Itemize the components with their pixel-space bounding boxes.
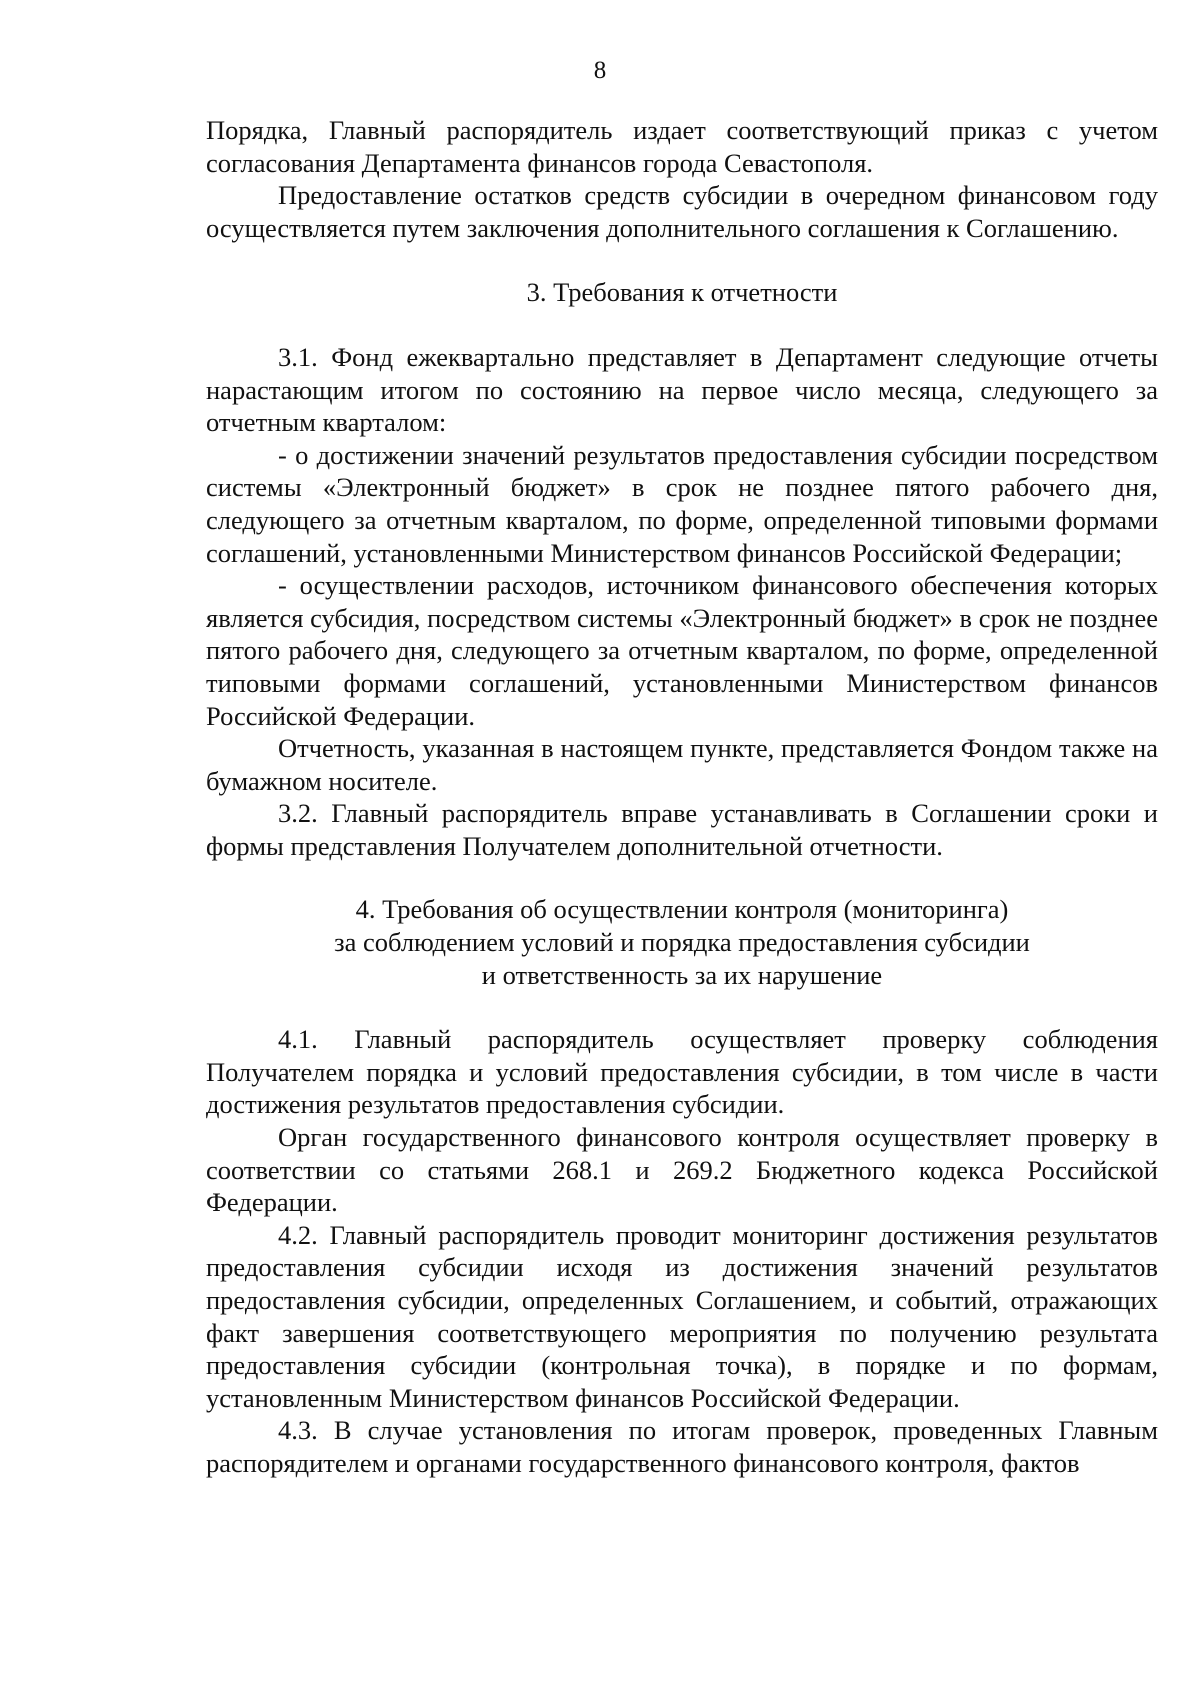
paragraph-remaining-funds: Предоставление остатков средств субсидии в очередном финансовом году осуществляется путем заключения дополнительного соглашения к Соглашению. <box>206 180 1158 243</box>
spacer <box>206 991 1158 1023</box>
paragraph-4-1: 4.1. Главный распорядитель осуществляет проверку соблюдения Получателем порядка и условий предоставления субсидии, в том числе в части достижения результатов предоставления субсидии. <box>206 1024 1158 1120</box>
paragraph-continuation: Порядка, Главный распорядитель издает соответствующий приказ с учетом согласования Департамента финансов города Севастополя. <box>206 115 1158 178</box>
paragraph-4-1-control: Орган государственного финансового контроля осуществляет проверку в соответствии со статьями 268.1 и 269.2 Бюджетного кодекса Российской Федерации. <box>206 1122 1158 1218</box>
page-number: 8 <box>593 57 607 84</box>
paragraph-3-1-paper: Отчетность, указанная в настоящем пункте, представляется Фондом также на бумажном носителе. <box>206 733 1158 796</box>
paragraph-3-1: 3.1. Фонд ежеквартально представляет в Департамент следующие отчеты нарастающим итогом по состоянию на первое число месяца, следующего за отчетным кварталом: <box>206 341 1158 438</box>
section-heading-4-line-1: 4. Требования об осуществлении контроля (мониторинга) <box>355 894 1009 925</box>
paragraph-3-2: 3.2. Главный распорядитель вправе устанавливать в Соглашении сроки и формы представления Получателем дополнительной отчетности. <box>206 798 1158 861</box>
spacer <box>206 244 1158 276</box>
section-heading-3: 3. Требования к отчетности <box>526 277 838 308</box>
paragraph-4-2: 4.2. Главный распорядитель проводит мониторинг достижения результатов предоставления субсидии исходя из достижения значений результатов предоставления субсидии, определенных Соглашением, и событий, отражающих факт завершения соответствующего мероприятия по получению результата предоставления субсидии (контрольная точка), в порядке и по формам, установленным Министерством финансов Российской Федерации. <box>206 1219 1158 1413</box>
document-body <box>206 114 1158 1480</box>
paragraph-3-1-item-a: - о достижении значений результатов предоставления субсидии посредством системы «Электронный бюджет» в срок не позднее пятого рабочего дня, следующего за отчетным кварталом, по форме, определенной типовыми формами соглашений, установленными Министерством финансов Российской Федерации; <box>206 439 1158 568</box>
spacer <box>206 309 1158 341</box>
section-heading-4-line-2: за соблюдением условий и порядка предоставления субсидии <box>334 927 1030 958</box>
spacer <box>206 862 1158 893</box>
paragraph-3-1-item-b: - осуществлении расходов, источником финансового обеспечения которых является субсидия, посредством системы «Электронный бюджет» в срок не позднее пятого рабочего дня, следующего за отчетным кварталом, по форме, определенной типовыми формами соглашений, установленными Министерством финансов Российской Федерации. <box>206 570 1158 731</box>
paragraph-4-3: 4.3. В случае установления по итогам проверок, проведенных Главным распорядителем и органами государственного финансового контроля, фактов <box>206 1415 1158 1478</box>
section-heading-4-line-3: и ответственность за их нарушение <box>481 959 883 990</box>
